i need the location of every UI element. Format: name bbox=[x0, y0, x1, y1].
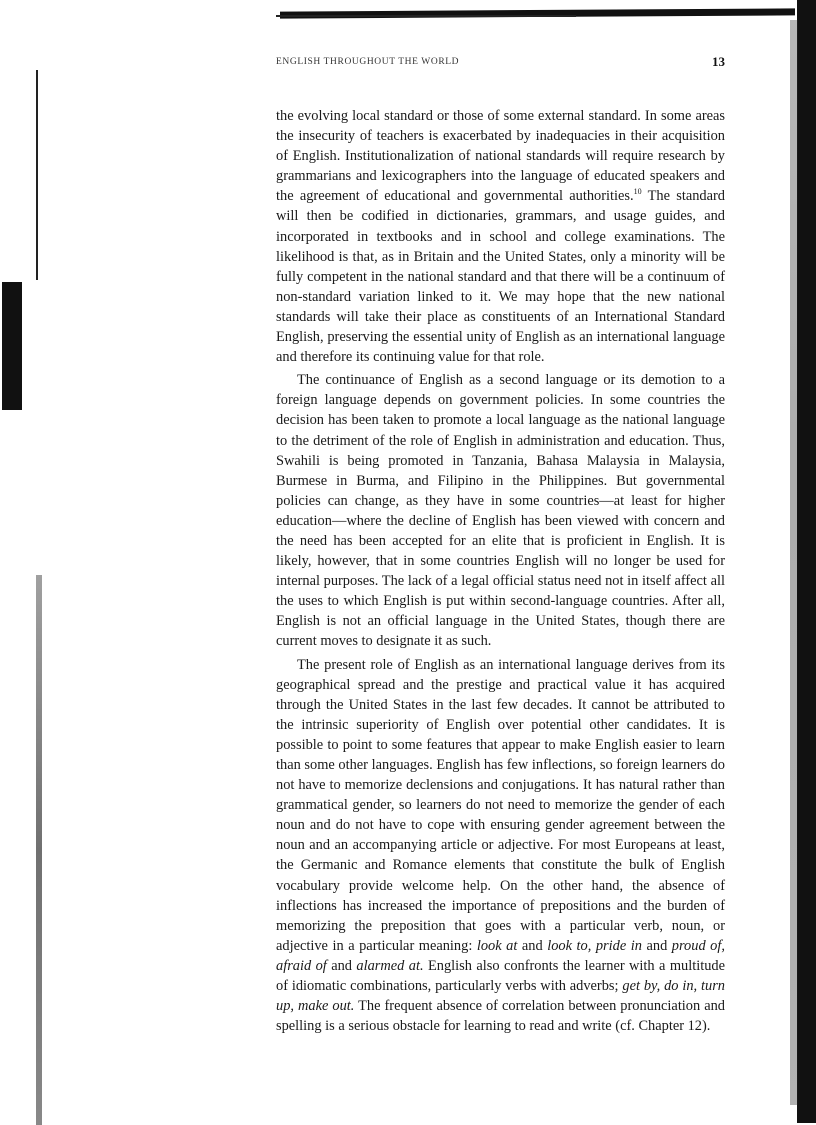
scan-left-block bbox=[2, 282, 22, 410]
scan-left-speck bbox=[36, 70, 38, 280]
paragraph-3-text-a: The present role of English as an international language derives from its geographical spread and the prestige and practical value it has acquired through the United States in the last few decades. It cannot be attributed to the intrinsic superiority of English over potential other candidates. It is possible to point to some features that appear to make English easier to learn than some other languages. English has few inflections, so foreign learners do not have to memorize declensions and conjugations. It has natural rather than grammatical gender, so learners do not need to memorize the gender of each noun and do not have to cope with ensuring gender agreement between the noun and an accompanying article or adjective. For most Europeans at least, the Germanic and Romance elements that constitute the bulk of English vocabulary provide welcome help. On the other hand, the absence of inflections has increased the importance of prepositions and the burden of memorizing the preposition that goes with a particular verb, noun, or adjective in a particular meaning: bbox=[276, 656, 725, 954]
paragraph-3 bbox=[276, 655, 725, 1037]
example-proud-of-afraid-of: proud of, afraid of bbox=[276, 937, 725, 974]
example-look-at: look at bbox=[476, 937, 518, 954]
paragraph-3-text-e: English also confronts the learner with a multitude of idiomatic combinations, particularly verbs with adverbs; bbox=[276, 957, 725, 995]
paragraph-1-text-a: the evolving local standard or those of some external standard. In some areas the insecurity of teachers is exacerbated by inadequacies in their acquisition of English. Institutionalization of national standards will require research by grammarians and lexicographers into the language of educated speakers and the agreement of educational and governmental authorities. bbox=[276, 108, 725, 205]
scan-right-shadow bbox=[790, 20, 798, 1105]
example-look-to-pride-in: look to, pride in bbox=[547, 937, 642, 954]
scan-right-edge bbox=[797, 0, 816, 1123]
page-number: 13 bbox=[712, 54, 725, 69]
paragraph-1-text-b: The standard will then be codified in dictionaries, grammars, and usage guides, and incorporated in textbooks and in school and college examinations. The likelihood is that, as in Britain and the United States, only a minority will be fully competent in the national standard and that there will be a continuum of non-standard variation linked to it. We may hope that the new national standards will take their place as constituents of an International Standard English, preserving the essential unity of English as an international language and therefore its continuing value for that role. bbox=[276, 188, 725, 366]
paragraph-3-text-f: The frequent absence of correlation between pronunciation and spelling is a serious obstacle for learning to read and write (cf. Chapter 12). bbox=[276, 998, 725, 1035]
scan-left-shadow bbox=[36, 575, 42, 1125]
example-phrasal-verbs: get by, do in, turn up, make out. bbox=[276, 978, 725, 1015]
paragraph-2: The continuance of English as a second language or its demotion to a foreign language depends on government policies. In some countries the decision has been taken to promote a local language as the national language to the detriment of the role of English in administration and education. Thus, Swahili is being promoted in Tanzania, Bahasa Malaysia in Malaysia, Burmese in Burma, and Filipino in the Philippines. But governmental policies can change, as they have in some countries—at least for higher education—where the decline of English has been viewed with concern and the need has been accepted for an elite that is proficient in English. It is likely, however, that in some countries English will no longer be used for internal purposes. The lack of a legal official status need not in itself affect all the uses to which English is put within second-language countries. After all, English is not an official language in the United States, though there are current moves to designate it as such. bbox=[276, 372, 725, 650]
footnote-marker[interactable]: 10 bbox=[633, 187, 642, 197]
running-head: ENGLISH THROUGHOUT THE WORLD bbox=[276, 57, 460, 67]
paragraph-3-text-b: and bbox=[517, 937, 548, 954]
example-alarmed-at: alarmed at. bbox=[356, 957, 424, 974]
scan-top-rule-thin bbox=[276, 15, 576, 17]
paragraph-3-text-c: and bbox=[641, 937, 672, 954]
paragraph-3-text-d: and bbox=[326, 957, 357, 974]
scan-top-rule bbox=[280, 8, 795, 18]
body-text bbox=[276, 106, 725, 1039]
paragraph-1 bbox=[276, 106, 725, 367]
